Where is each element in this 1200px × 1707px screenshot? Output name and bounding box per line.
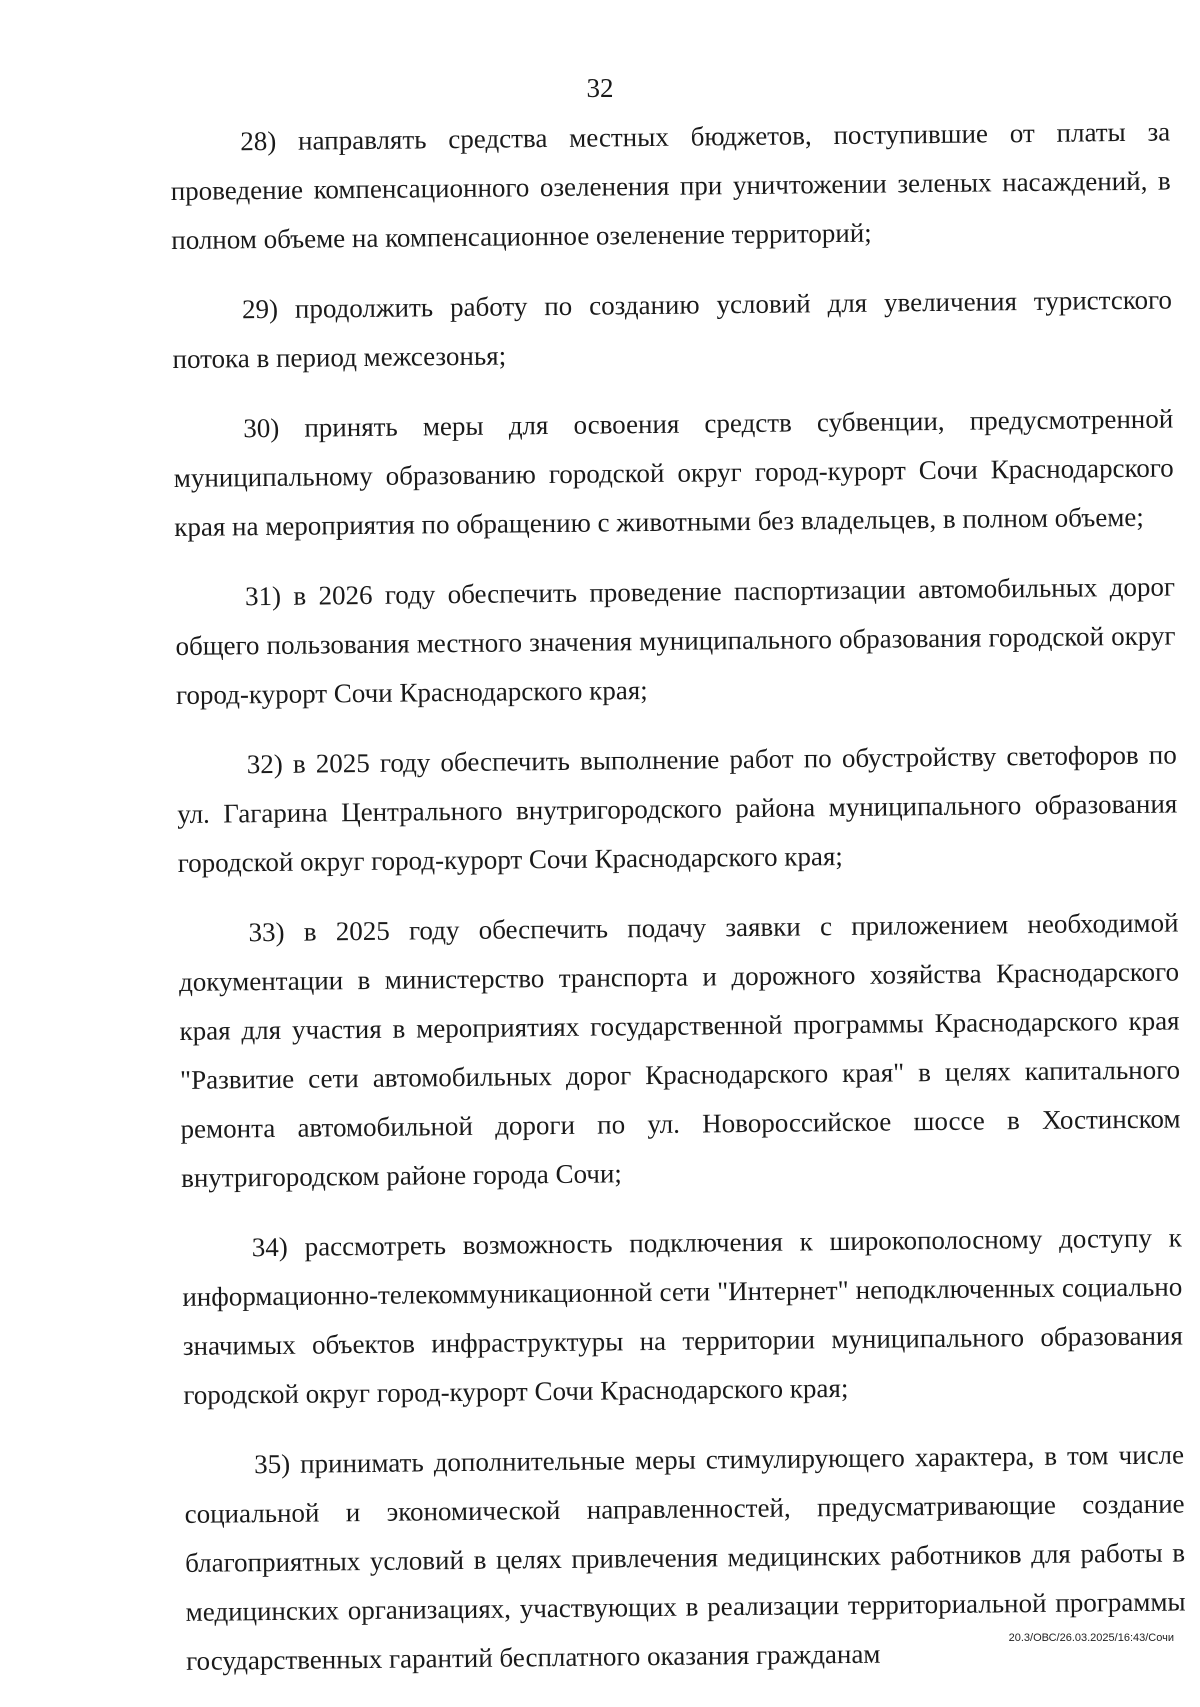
paragraph-31: 31) в 2026 году обеспечить проведение паспортизации автомобильных дорог общего пользования местного значения муниципального образования городской округ город-курорт Сочи Краснодарского края; — [175, 571, 1176, 710]
paragraph-33: 33) в 2025 году обеспечить подачу заявки с приложением необходимой документации в министерство транспорта и дорожного хозяйства Краснодарского края для участия в мероприятиях государственной программы Краснодарского края "Развитие сети автомобильных дорог Краснодарского края" в целях капитального ремонта автомобильной дороги по ул. Новороссийское шоссе в Хостинском внутригородском районе города Сочи; — [178, 907, 1181, 1193]
document-stamp: 20.3/ОВС/26.03.2025/16:43/Сочи — [1008, 1632, 1174, 1644]
paragraph-32: 32) в 2025 году обеспечить выполнение работ по обустройству светофоров по ул. Гагарина Центрального внутригородского района муниципального образования городской округ город-курорт Сочи Краснодарского края; — [177, 739, 1178, 878]
page-number: 32 — [586, 73, 614, 103]
document-body — [170, 108, 1187, 1707]
paragraph-29: 29) продолжить работу по созданию условий для увеличения туристского потока в период межсезонья; — [172, 284, 1173, 374]
paragraph-30: 30) принять меры для освоения средств субвенции, предусмотренной муниципальному образованию городской округ город-курорт Сочи Краснодарского края на мероприятия по обращению с животными без владельцев, в полном объеме; — [173, 403, 1174, 542]
paragraph-28: 28) направлять средства местных бюджетов, поступившие от платы за проведение компенсационного озеленения при уничтожении зеленых насаждений, в полном объеме на компенсационное озеленение территорий; — [170, 116, 1171, 255]
paragraph-35: 35) принимать дополнительные меры стимулирующего характера, в том числе социальной и экономической направленностей, предусматривающие создание благоприятных условий в целях привлечения медицинских работников для работы в медицинских организациях, участвующих в реализации территориальной программы государственных гарантий бесплатного оказания гражданам — [184, 1439, 1186, 1676]
paragraph-34: 34) рассмотреть возможность подключения к широкополосному доступу к информационно-телекоммуникационной сети "Интернет" неподключенных социально значимых объектов инфраструктуры на территории муниципального образования городской округ город-курорт Сочи Краснодарского края; — [182, 1222, 1183, 1410]
